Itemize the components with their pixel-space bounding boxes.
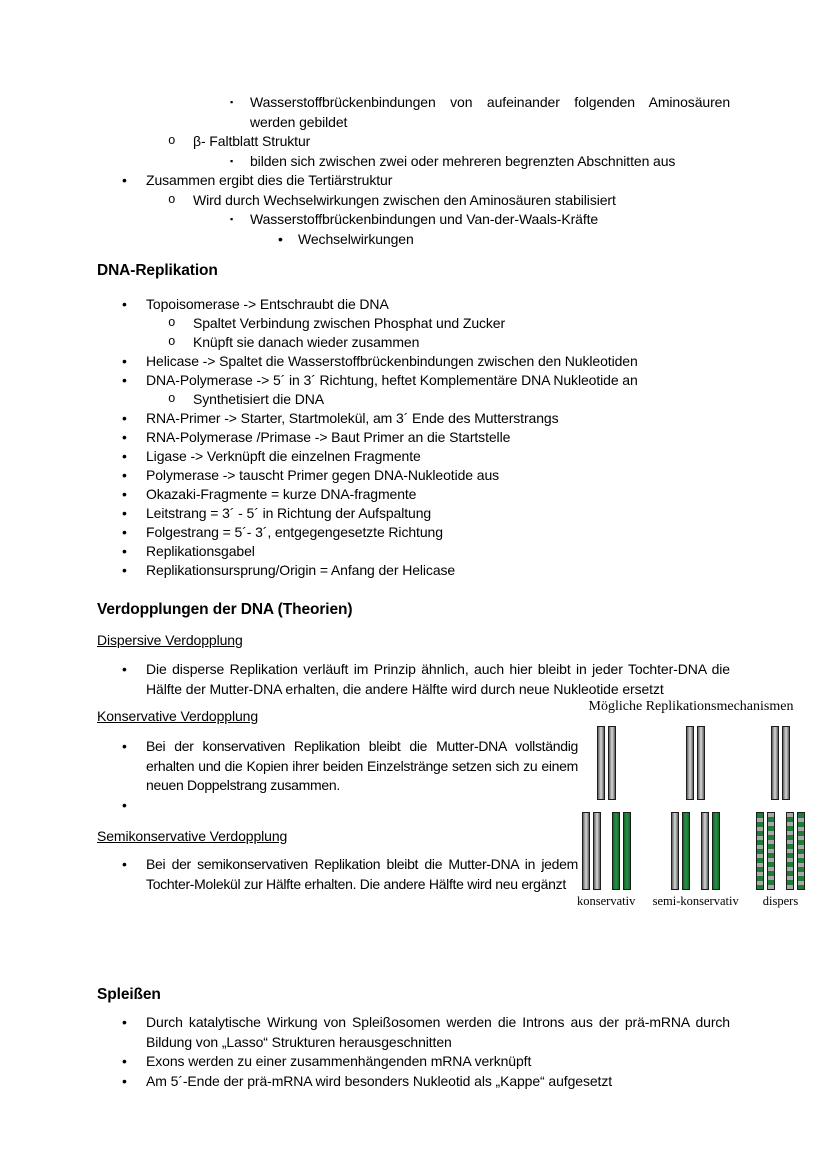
dna-replikation-list bbox=[97, 295, 730, 580]
disc-bullet-icon: • bbox=[122, 505, 127, 521]
disc-bullet-icon: • bbox=[122, 856, 127, 872]
list-item-text: Topoisomerase -> Entschraubt die DNA bbox=[146, 296, 389, 312]
figure-title: Mögliche Replikationsmechanismen bbox=[588, 699, 794, 714]
paragraph-text: Die disperse Replikation verläuft im Prinzip ähnlich, auch hier bleibt in jeder Tochter-DNA die Hälfte der Mutter-DNA erhalten, die andere Hälfte wird durch neue Nukleotide ersetzt bbox=[146, 661, 730, 697]
list-item-text: RNA-Primer -> Starter, Startmolekül, am 3´ Ende des Mutterstrangs bbox=[146, 410, 559, 426]
disc-bullet-icon: • bbox=[122, 353, 127, 369]
parent-strand-bar bbox=[597, 726, 605, 800]
list-item-text: Folgestrang = 5´- 3´, entgegengesetzte Richtung bbox=[146, 524, 443, 540]
new-strand-bar bbox=[612, 812, 620, 890]
parent-dna-pair bbox=[597, 726, 616, 800]
list-item bbox=[97, 93, 730, 132]
list-item-text: Zusammen ergibt dies die Tertiärstruktur bbox=[146, 172, 393, 188]
list-item-text: Okazaki-Fragmente = kurze DNA-fragmente bbox=[146, 486, 417, 502]
figure-label-konservativ: konservativ bbox=[577, 894, 636, 908]
disc-bullet-icon: • bbox=[122, 172, 127, 188]
page-content bbox=[97, 93, 730, 1091]
list-item bbox=[97, 210, 730, 230]
list-item bbox=[97, 466, 730, 485]
list-item bbox=[97, 1072, 730, 1092]
daughter-dna-pair bbox=[612, 812, 631, 890]
circle-bullet-icon: o bbox=[168, 335, 176, 349]
parent-strand-bar bbox=[782, 726, 790, 800]
new-strand-bar bbox=[712, 812, 720, 890]
list-item bbox=[97, 295, 730, 314]
list-item bbox=[97, 333, 730, 352]
disc-bullet-icon: • bbox=[122, 562, 127, 578]
square-bullet-icon: ▪ bbox=[230, 214, 234, 224]
circle-bullet-icon: o bbox=[168, 392, 176, 406]
list-item-text: Wird durch Wechselwirkungen zwischen den Aminosäuren stabilisiert bbox=[193, 191, 616, 208]
figure-columns bbox=[577, 726, 805, 909]
disc-bullet-icon: • bbox=[122, 429, 127, 445]
list-item bbox=[97, 1052, 730, 1072]
figure-label-dispers: dispers bbox=[762, 894, 799, 908]
figure-col-konservativ bbox=[577, 726, 635, 909]
disc-bullet-icon: • bbox=[122, 372, 127, 388]
list-item-text: Spaltet Verbindung zwischen Phosphat und Zucker bbox=[193, 315, 506, 331]
circle-bullet-icon: o bbox=[168, 316, 176, 330]
disc-bullet-icon: • bbox=[122, 410, 127, 426]
dispersive-paragraph bbox=[97, 660, 730, 699]
disc-bullet-icon: • bbox=[122, 738, 127, 754]
daughter-dna-pair bbox=[582, 812, 601, 890]
disc-bullet-icon: • bbox=[122, 543, 127, 559]
list-item bbox=[97, 1013, 730, 1052]
new-strand-bar bbox=[623, 812, 631, 890]
list-item-text: Wasserstoffbrückenbindungen von aufeinander folgenden Aminosäuren werden gebildet bbox=[250, 94, 730, 130]
list-item bbox=[97, 523, 730, 542]
list-item bbox=[97, 171, 730, 191]
list-item-text: Leitstrang = 3´ - 5´ in Richtung der Aufspaltung bbox=[146, 505, 432, 521]
list-item-text: Replikationsgabel bbox=[146, 543, 255, 559]
daughter-dna-row bbox=[756, 812, 805, 890]
disc-bullet-icon: • bbox=[278, 230, 283, 247]
list-item bbox=[97, 542, 730, 561]
daughter-dna-pair bbox=[786, 812, 805, 890]
disc-bullet-icon: • bbox=[122, 1014, 127, 1030]
list-item bbox=[97, 447, 730, 466]
spleissen-list bbox=[97, 1013, 730, 1091]
parent-dna-pair bbox=[686, 726, 705, 800]
parent-strand-bar bbox=[697, 726, 705, 800]
parent-strand-bar bbox=[608, 726, 616, 800]
list-item-text: Helicase -> Spaltet die Wasserstoffbrückenbindungen zwischen den Nukleotiden bbox=[146, 353, 638, 369]
parent-strand-bar bbox=[671, 812, 679, 890]
list-item bbox=[97, 390, 730, 409]
replication-mechanisms-figure bbox=[577, 699, 805, 909]
figure-col-semi-konservativ bbox=[653, 726, 739, 909]
disc-bullet-icon: • bbox=[122, 661, 127, 677]
list-item-text: Am 5´-Ende der prä-mRNA wird besonders Nukleotid als „Kappe“ aufgesetzt bbox=[146, 1072, 613, 1089]
parent-strand-bar bbox=[771, 726, 779, 800]
subheading-semikonservative: Semikonservative Verdopplung bbox=[97, 828, 288, 844]
paragraph-text: Bei der semikonservativen Replikation bleibt die Mutter-DNA in jedem Tochter-Molekül zur Hälfte erhalten. Die andere Hälfte wird neu ergänzt bbox=[146, 856, 578, 892]
parent-strand-bar bbox=[686, 726, 694, 800]
subheading-dispersive: Dispersive Verdopplung bbox=[97, 632, 243, 648]
list-item-text: Knüpft sie danach wieder zusammen bbox=[193, 334, 420, 350]
disc-bullet-icon: • bbox=[122, 467, 127, 483]
disc-bullet-icon: • bbox=[122, 1053, 127, 1069]
section-heading-verdopplungen: Verdopplungen der DNA (Theorien) bbox=[97, 601, 353, 618]
list-item-text: RNA-Polymerase /Primase -> Baut Primer an die Startstelle bbox=[146, 429, 511, 445]
list-item bbox=[97, 152, 730, 172]
daughter-dna-pair bbox=[671, 812, 690, 890]
mixed-strand-bar bbox=[756, 812, 764, 890]
list-item bbox=[97, 352, 730, 371]
list-item-text: Wechselwirkungen bbox=[298, 230, 414, 247]
disc-bullet-icon: • bbox=[122, 524, 127, 540]
daughter-dna-row bbox=[582, 812, 631, 890]
list-item-text: Replikationsursprung/Origin = Anfang der Helicase bbox=[146, 562, 456, 578]
list-item-text: Wasserstoffbrückenbindungen und Van-der-Waals-Kräfte bbox=[250, 211, 599, 227]
square-bullet-icon: ▪ bbox=[230, 155, 234, 166]
list-item-text: Synthetisiert die DNA bbox=[193, 391, 324, 407]
list-item bbox=[97, 504, 730, 523]
disc-bullet-icon: • bbox=[122, 296, 127, 312]
disc-bullet-icon: • bbox=[122, 1072, 127, 1089]
parent-strand-bar bbox=[593, 812, 601, 890]
list-item-text: Ligase -> Verknüpft die einzelnen Fragmente bbox=[146, 448, 421, 464]
mixed-strand-bar bbox=[767, 812, 775, 890]
disc-bullet-icon: • bbox=[122, 796, 127, 813]
list-item bbox=[97, 230, 730, 250]
list-item bbox=[97, 191, 730, 211]
section-heading-spleissen: Spleißen bbox=[97, 986, 161, 1003]
list-item bbox=[97, 371, 730, 390]
list-item-text: Durch katalytische Wirkung von Spleißosomen werden die Introns aus der prä-mRNA durch Bildung von „Lasso“ Strukturen herausgeschnitten bbox=[146, 1014, 730, 1050]
circle-bullet-icon: o bbox=[168, 192, 176, 207]
list-item bbox=[97, 561, 730, 580]
list-item-text: Exons werden zu einer zusammenhängenden mRNA verknüpft bbox=[146, 1053, 532, 1069]
figure-col-dispers bbox=[756, 726, 805, 909]
mixed-strand-bar bbox=[786, 812, 794, 890]
daughter-dna-pair bbox=[756, 812, 775, 890]
mixed-strand-bar bbox=[797, 812, 805, 890]
disc-bullet-icon: • bbox=[122, 448, 127, 464]
list-item bbox=[97, 132, 730, 152]
parent-strand-bar bbox=[701, 812, 709, 890]
figure-label-semi-konservativ: semi-konservativ bbox=[652, 894, 739, 908]
list-item bbox=[97, 428, 730, 447]
daughter-dna-pair bbox=[701, 812, 720, 890]
new-strand-bar bbox=[682, 812, 690, 890]
parent-strand-bar bbox=[582, 812, 590, 890]
section-heading-dna-replikation: DNA-Replikation bbox=[97, 262, 218, 279]
circle-bullet-icon: o bbox=[168, 134, 176, 148]
paragraph-text: Bei der konservativen Replikation bleibt die Mutter-DNA vollständig erhalten und die Kopien ihrer beiden Einzelstränge setzen sich zu einem neuen Doppelstrang zusammen. bbox=[146, 738, 578, 793]
disc-bullet-icon: • bbox=[122, 486, 127, 502]
list-item-text: bilden sich zwischen zwei oder mehreren begrenzten Abschnitten aus bbox=[250, 152, 676, 169]
square-bullet-icon: ▪ bbox=[230, 97, 234, 107]
daughter-dna-row bbox=[671, 812, 720, 890]
list-item bbox=[97, 485, 730, 504]
list-item-text: β- Faltblatt Struktur bbox=[193, 133, 311, 149]
list-item-text: Polymerase -> tauscht Primer gegen DNA-Nukleotide aus bbox=[146, 467, 500, 483]
list-item-text: DNA-Polymerase -> 5´ in 3´ Richtung, heftet Komplementäre DNA Nukleotide an bbox=[146, 372, 638, 388]
list-item bbox=[97, 409, 730, 428]
parent-dna-pair bbox=[771, 726, 790, 800]
subheading-konservative: Konservative Verdopplung bbox=[97, 708, 259, 724]
list-item bbox=[97, 314, 730, 333]
